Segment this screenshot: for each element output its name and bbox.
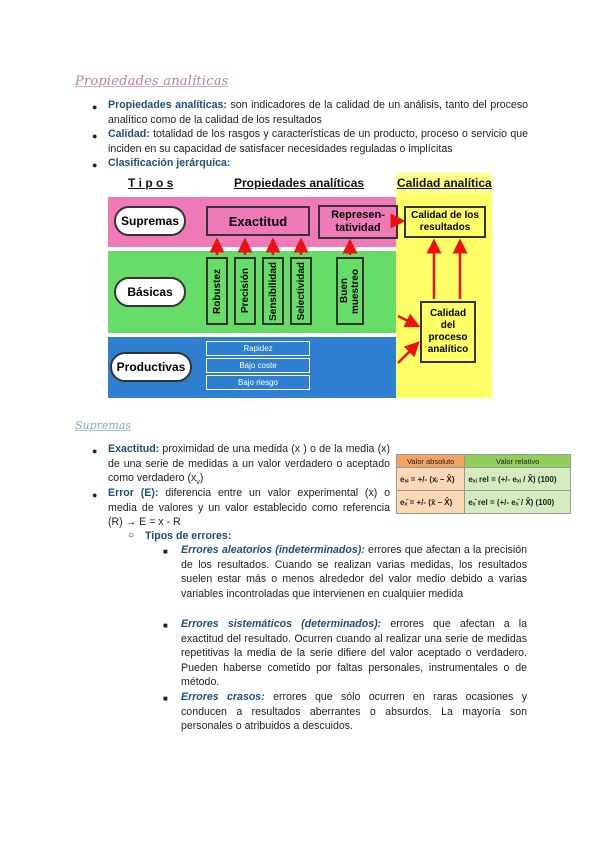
- sistematicos-term: Errores sistemáticos (determinados):: [181, 618, 382, 630]
- circle-bullet: ○: [128, 530, 135, 541]
- intro-item-2: [108, 127, 528, 156]
- bullet: ●: [92, 131, 98, 141]
- selectividad-label: Selectividad: [295, 261, 307, 321]
- box-calidad-proceso: Calidad del proceso analítico: [420, 301, 476, 363]
- error-formula-table: [396, 454, 571, 514]
- aleatorios-text: errores que afectan a la precisión de los resultados. Cuando se realizan varias medidas, los resultados suelen estar más o menos alrededor del valor medio debido a varias variables incontroladas que intervienen en cualquier medida: [181, 544, 527, 600]
- header-calidad: Calidad analítica: [397, 176, 492, 190]
- hierarchy-diagram: [108, 173, 492, 398]
- box-rapidez: Rapidez: [206, 341, 310, 356]
- bullet: ●: [92, 160, 98, 170]
- exactitud-term: Exactitud:: [108, 443, 160, 455]
- label-basicas: Básicas: [114, 277, 186, 307]
- exactitud-item: [108, 442, 390, 491]
- robustez-label: Robustez: [211, 268, 223, 314]
- precision-label: Precisión: [239, 268, 251, 314]
- header-tipos: T i p o s: [128, 176, 174, 190]
- arrow-productivas: [398, 343, 418, 363]
- intro-item-1: [108, 98, 528, 127]
- intro-text-2: totalidad de los rasgos y características de un producto, proceso o servicio que inciden en su capacidad de satisfacer necesidades reguladas o implícitas: [108, 128, 528, 155]
- exactitud-text-end: ): [199, 472, 204, 485]
- bullet: ●: [92, 102, 98, 112]
- errores-crasos: [181, 690, 527, 734]
- arrow-basicas: [398, 316, 418, 326]
- box-representatividad: Represen-tatividad: [318, 205, 398, 239]
- table-header-abs: Valor absoluto: [397, 455, 465, 468]
- intro-term-1: Propiedades analíticas:: [108, 99, 227, 111]
- box-calidad-resultados: Calidad de los resultados: [404, 206, 486, 238]
- box-exactitud: Exactitud: [206, 206, 310, 236]
- intro-term-3: Clasificación jerárquica:: [108, 157, 231, 169]
- square-bullet: ■: [163, 547, 168, 556]
- bullet: ●: [92, 446, 98, 456]
- intro-text-1: son indicadores de la calidad de un análisis, tanto del proceso analítico como de la calidad de los resultados: [108, 99, 529, 126]
- sensibilidad-label: Sensibilidad: [267, 261, 279, 321]
- error-text: diferencia entre un valor experimental (x) o media de valores y un valor establecido como referencia (R) → E = x - R: [108, 487, 391, 529]
- label-productivas: Productivas: [110, 352, 192, 382]
- box-bajo-riesgo: Bajo riesgo: [206, 375, 310, 390]
- box-bajo-coste: Bajo coste: [206, 358, 310, 373]
- table-r2-rel: eₓ̄ rel = (+/- eₓ̄ / X̂) (100): [465, 491, 571, 514]
- diagram-arrows: [108, 173, 492, 398]
- sistematicos-text: errores que afectan a la exactitud del resultado. Ocurren cuando al realizar una serie de medidas repetitivas la media de la serie difiere del valor aceptado o verdadero. Pueden haberse cometido por faltas personales, instrumentales o de método.: [181, 618, 527, 689]
- table-r2-abs: eₓ̄ = +/- (x̄ – X̂): [397, 491, 465, 514]
- errores-sistematicos: [181, 617, 527, 690]
- section-title-supremas: Supremas: [75, 419, 132, 432]
- intro-item-3: [108, 156, 230, 171]
- page-title: Propiedades analíticas: [75, 74, 229, 89]
- errores-aleatorios: [181, 543, 527, 601]
- square-bullet: ■: [163, 694, 168, 703]
- table-header-rel: Valor relativo: [465, 455, 571, 468]
- crasos-term: Errores crasos:: [181, 691, 265, 703]
- aleatorios-term: Errores aleatorios (indeterminados):: [181, 544, 365, 556]
- square-bullet: ■: [163, 621, 168, 630]
- tipos-errores: [145, 529, 231, 544]
- table-r1-rel: eₓᵢ rel = (+/- eₓᵢ / X̂) (100): [465, 468, 571, 491]
- exactitud-sub: v: [196, 479, 200, 487]
- error-item: [108, 486, 390, 530]
- tipos-label: Tipos de errores:: [145, 530, 232, 542]
- error-term: Error (E):: [108, 487, 159, 499]
- bullet: ●: [92, 490, 98, 500]
- table-r1-abs: eₓᵢ = +/- (xᵢ – X̂): [397, 468, 465, 491]
- buen-muestreo-label: Buen muestreo: [339, 268, 361, 314]
- exactitud-text: proximidad de una medida (x ) o de la media (x) de una serie de medidas a un valor verdadero o aceptado como verdadero (x: [108, 443, 390, 485]
- intro-term-2: Calidad:: [108, 128, 150, 140]
- crasos-text: errores que sólo ocurren en raras ocasiones y conducen a resultados aberrantes o absurdos. La mayoría son personales o atribuidos a descuidos.: [181, 691, 527, 733]
- header-propiedades: Propiedades analíticas: [234, 176, 365, 190]
- label-supremas: Supremas: [114, 206, 186, 236]
